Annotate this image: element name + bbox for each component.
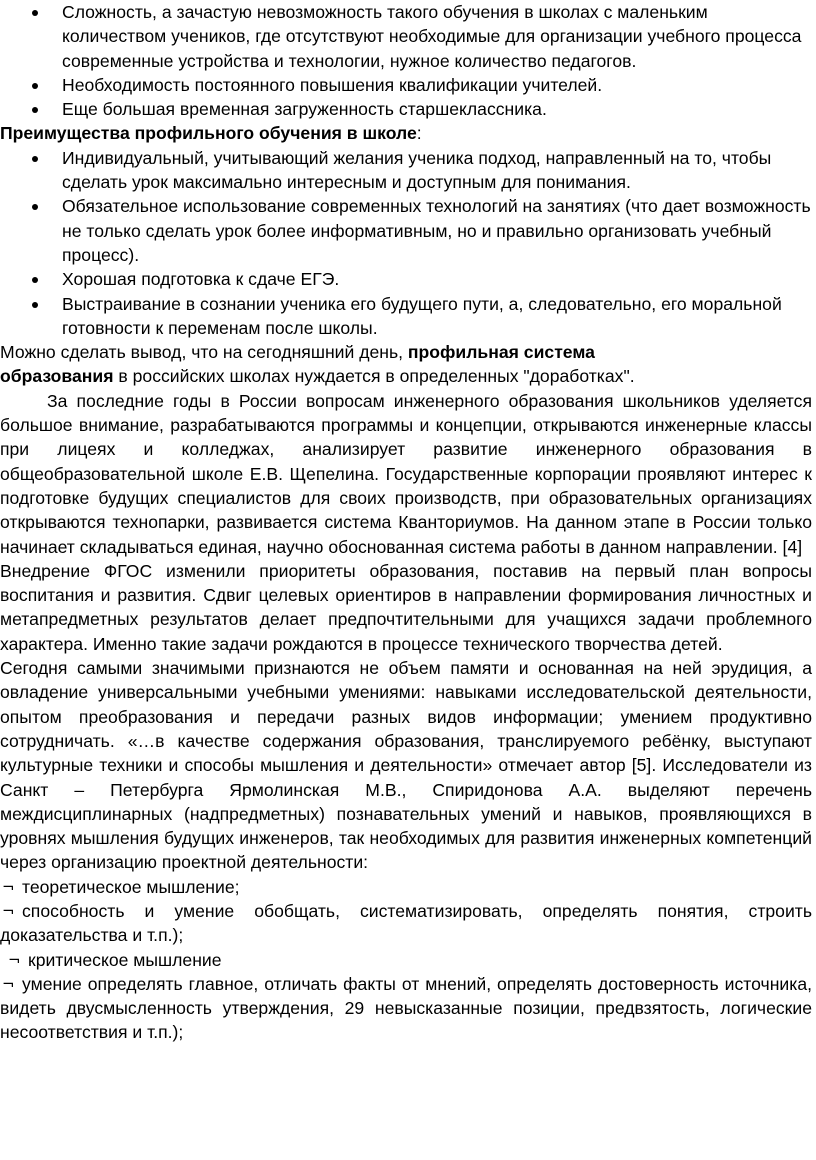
skills-list — [0, 875, 812, 1045]
conclusion-paragraph — [0, 340, 812, 389]
list-item — [0, 972, 812, 1045]
list-item: Еще большая временная загруженность старшеклассника. — [0, 97, 812, 121]
list-item — [0, 948, 812, 972]
advantages-heading-text: Преимущества профильного обучения в школе — [0, 123, 417, 144]
paragraph-skills-intro: Сегодня самыми значимыми признаются не объем памяти и основанная на ней эрудиция, а овладение универсальными учебными умениями: навыками исследовательской деятельности, опытом преобразования и передачи разных видов информации; умением продуктивно сотрудничать. «…в качестве содержания образования, транслируемого ребёнку, выступают культурные техники и способы мышления и деятельности» отмечает автор [5]. Исследователи из Санкт – Петербурга Ярмолинская М.В., Спиридонова А.А. выделяют перечень междисциплинарных (надпредметных) познавательных умений и навыков, проявляющихся в уровнях мышления будущих инженеров, так необходимых для развития инженерных компетенций через организацию проектной деятельности: — [0, 658, 812, 873]
conclusion-bold: профильная система образования — [0, 342, 595, 387]
advantages-list — [0, 146, 812, 340]
list-item: Необходимость постоянного повышения квалификации учителей. — [0, 73, 812, 97]
skill-text: способность и умение обобщать, систематизировать, определять понятия, строить доказательства и т.п.); — [0, 900, 812, 946]
list-item: Хорошая подготовка к сдаче ЕГЭ. — [0, 267, 812, 291]
list-item: Выстраивание в сознании ученика его будущего пути, а, следовательно, его моральной готовности к переменам после школы. — [0, 292, 812, 341]
list-item: Обязательное использование современных технологий на занятиях (что дает возможность не только сделать урок более информативным, но и правильно организовать учебный процесс). — [0, 194, 812, 267]
negation-marker-icon: ¬ — [2, 877, 15, 896]
skill-text: теоретическое мышление; — [22, 876, 240, 897]
skill-text: критическое мышление — [28, 949, 222, 970]
negation-marker-icon: ¬ — [8, 950, 21, 969]
advantages-heading — [0, 121, 812, 145]
negation-marker-icon: ¬ — [2, 974, 15, 993]
skill-text: умение определять главное, отличать факты от мнений, определять достоверность источника, видеть двусмысленность утверждения, 29 невысказанные позиции, предвзятость, логические несоответствия и т.п.); — [0, 973, 812, 1043]
advantages-heading-colon: : — [416, 123, 422, 144]
paragraph-fgos: Внедрение ФГОС изменили приоритеты образования, поставив на первый план вопросы воспитания и развития. Сдвиг целевых ориентиров в направлении формирования личностных и метапредметных результатов делает предпочтительными для учащихся задачи проблемного характера. Именно такие задачи рождаются в процессе технического творчества детей. — [0, 560, 812, 654]
list-item — [0, 875, 812, 899]
list-item: Индивидуальный, учитывающий желания ученика подход, направленный на то, чтобы сделать урок максимально интересным и доступным для понимания. — [0, 146, 812, 195]
negation-marker-icon: ¬ — [2, 901, 15, 920]
conclusion-before: Можно сделать вывод, что на сегодняшний день, — [0, 342, 408, 363]
conclusion-after: в российских школах нуждается в определенных "доработках". — [113, 366, 635, 387]
paragraph-engineering: За последние годы в России вопросам инженерного образования школьников уделяется большое внимание, разрабатываются программы и концепции, открываются инженерные классы при лицеях и колледжах, анализирует развитие инженерного образования в общеобразовательной школе Е.В. Щепелина. Государственные корпорации проявляют интерес к подготовке будущих специалистов для своих производств, при образовательных организациях открываются технопарки, развивается система Кванториумов. На данном этапе в России только начинает складываться единая, научно обоснованная система работы в данном направлении. [4] — [0, 390, 812, 557]
list-item: Сложность, а зачастую невозможность такого обучения в школах с маленьким количеством учеников, где отсутствуют необходимые для организации учебного процесса современные устройства и технологии, нужное количество педагогов. — [0, 0, 812, 73]
difficulties-list — [0, 0, 812, 121]
list-item — [0, 899, 812, 948]
